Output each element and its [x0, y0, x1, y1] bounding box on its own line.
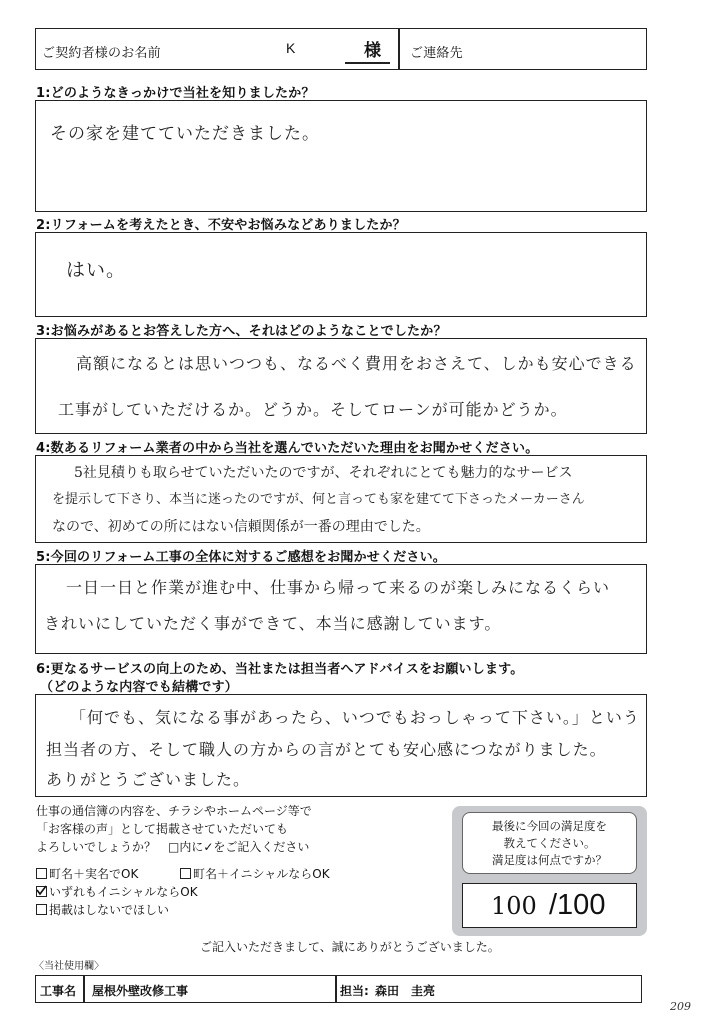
honorific: 様: [364, 41, 381, 61]
answer-6-line: 担当者の方、そして職人の方からの言がとても安心感につながりました。: [46, 740, 607, 759]
answer-3-line: 工事がしていただけるか。どうか。そしてローンが可能かどうか。: [58, 400, 568, 419]
work-name-label: 工事名: [40, 984, 77, 998]
office-divider: [83, 975, 85, 1003]
answer-1-box: [35, 100, 647, 212]
answer-1-line: その家を建てていただきました。: [50, 124, 320, 144]
question-1-label: 1:どのようなきっかけで当社を知りましたか？: [36, 86, 315, 101]
answer-3-box: [35, 338, 647, 434]
checkbox-icon[interactable]: [36, 868, 47, 879]
question-3-label: 3:お悩みがあるとお答えした方へ、それはどのようなことでしたか？: [36, 324, 447, 339]
honorific-underline: [345, 62, 390, 64]
contact-label: ご連絡先: [410, 46, 463, 61]
satisfaction-max: /100: [549, 889, 606, 921]
staff-label: 担当:: [340, 984, 369, 998]
work-name-value: 屋根外壁改修工事: [92, 984, 189, 998]
satisfaction-score: 100: [491, 892, 537, 920]
answer-3-line: 高額になるとは思いつつも、なるべく費用をおさえて、しかも安心できる: [76, 354, 637, 373]
answer-5-line: 一日一日と作業が進む中、仕事から帰って来るのが楽しみになるくらい: [66, 578, 611, 597]
satisfaction-prompt-line: 教えてください。: [503, 836, 596, 850]
permission-option[interactable]: [36, 865, 138, 882]
answer-2-line: はい。: [66, 259, 127, 281]
checkbox-icon[interactable]: [36, 904, 47, 915]
option-label: 町名＋イニシャルならOK: [193, 867, 330, 881]
answer-6-box: [35, 694, 647, 797]
office-divider: [335, 975, 337, 1003]
name-label: ご契約者様のお名前: [42, 46, 161, 61]
answer-6-line: 「何でも、気になる事があったら、いつでもおっしゃって下さい。」という: [70, 708, 640, 727]
question-5-label: 5:今回のリフォーム工事の全体に対するご感想をお聞かせください。: [36, 550, 446, 565]
thanks-text: ご記入いただきまして、誠にありがとうございました。: [200, 940, 500, 954]
header-divider: [398, 28, 400, 70]
permission-option[interactable]: [36, 883, 198, 900]
satisfaction-prompt-line: 満足度は何点ですか？: [492, 853, 607, 867]
page-number: 209: [670, 1000, 691, 1013]
answer-2-box: [35, 232, 647, 317]
permission-line: 仕事の通信簿の内容を、チラシやホームページ等で: [36, 804, 312, 818]
option-label: 掲載はしないでほしい: [49, 903, 170, 917]
answer-6-line: ありがとうございました。: [46, 770, 251, 789]
question-4-label: 4:数あるリフォーム業者の中から当社を選んでいただいた理由をお聞かせください。: [36, 441, 539, 456]
permission-line: よろしいでしょうか？ □内に✓をご記入ください: [36, 840, 310, 854]
question-6-label: 6:更なるサービスの向上のため、当社または担当者へアドバイスをお願いします。: [36, 662, 524, 677]
name-value: K: [286, 40, 296, 56]
question-6-sublabel: （どのような内容でも結構です）: [40, 680, 239, 695]
permission-option[interactable]: [180, 865, 330, 882]
permission-line: 「お客様の声」として掲載させていただいても: [36, 822, 289, 836]
office-use-label: 〈当社使用欄〉: [34, 961, 104, 972]
answer-4-box: [35, 455, 647, 543]
answer-4-line: 5社見積りも取らせていただいたのですが、それぞれにとても魅力的なサービス: [74, 465, 573, 481]
answer-4-line: を提示して下さり、本当に迷ったのですが、何と言っても家を建てて下さったメーカーさん: [52, 492, 585, 507]
question-2-label: 2:リフォームを考えたとき、不安やお悩みなどありましたか？: [36, 218, 406, 233]
satisfaction-score-box: [462, 883, 637, 928]
answer-5-line: きれいにしていただく事ができて、本当に感謝しています。: [44, 614, 502, 633]
staff-value: 森田 圭亮: [375, 984, 436, 998]
satisfaction-prompt-line: 最後に今回の満足度を: [492, 819, 607, 833]
permission-option[interactable]: [36, 901, 169, 918]
permission-text: [36, 802, 312, 856]
satisfaction-prompt-box: [462, 812, 637, 874]
option-label: いずれもイニシャルならOK: [49, 885, 198, 899]
answer-5-box: [35, 564, 647, 654]
option-label: 町名＋実名でOK: [49, 867, 139, 881]
answer-4-line: なので、初めての所にはない信頼関係が一番の理由でした。: [52, 519, 430, 535]
checked-checkbox-icon[interactable]: [36, 886, 47, 897]
checkbox-icon[interactable]: [180, 868, 191, 879]
